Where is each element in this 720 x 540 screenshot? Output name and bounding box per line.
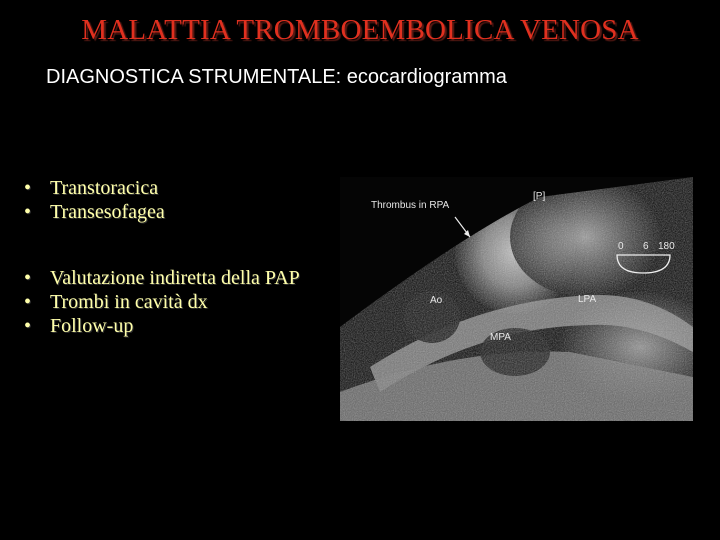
bullet-list: [24, 176, 324, 338]
bullet-text: Transesofagea: [50, 201, 165, 223]
bullet-item: [24, 266, 324, 290]
bullet-spacer: [24, 224, 324, 266]
bullet-text: Follow-up: [50, 315, 134, 337]
label-ao: Ao: [430, 295, 443, 306]
bullet-dot: •: [24, 177, 32, 199]
echocardiogram-image: [340, 177, 693, 421]
bullet-text: Trombi in cavità dx: [50, 291, 208, 313]
label-mpa: MPA: [490, 332, 511, 343]
bullet-dot: •: [24, 291, 32, 313]
bullet-dot: •: [24, 315, 32, 337]
label-lpa: LPA: [578, 294, 597, 305]
depth-scale-0: 0: [618, 241, 624, 252]
slide-title: MALATTIA TROMBOEMBOLICA VENOSA: [81, 14, 639, 46]
depth-scale-6: 6: [643, 241, 649, 252]
bullet-item: [24, 290, 324, 314]
slide-subtitle: DIAGNOSTICA STRUMENTALE: ecocardiogramma: [46, 66, 507, 88]
bullet-text: Transtoracica: [50, 177, 159, 199]
label-marker: [P]: [533, 191, 546, 202]
bullet-dot: •: [24, 267, 32, 289]
bullet-item: [24, 314, 324, 338]
bullet-dot: •: [24, 201, 32, 223]
label-thrombus: Thrombus in RPA: [371, 200, 450, 211]
depth-scale-180: 180: [658, 241, 675, 252]
bullet-item: [24, 200, 324, 224]
bullet-item: [24, 176, 324, 200]
bullet-text: Valutazione indiretta della PAP: [50, 267, 300, 289]
